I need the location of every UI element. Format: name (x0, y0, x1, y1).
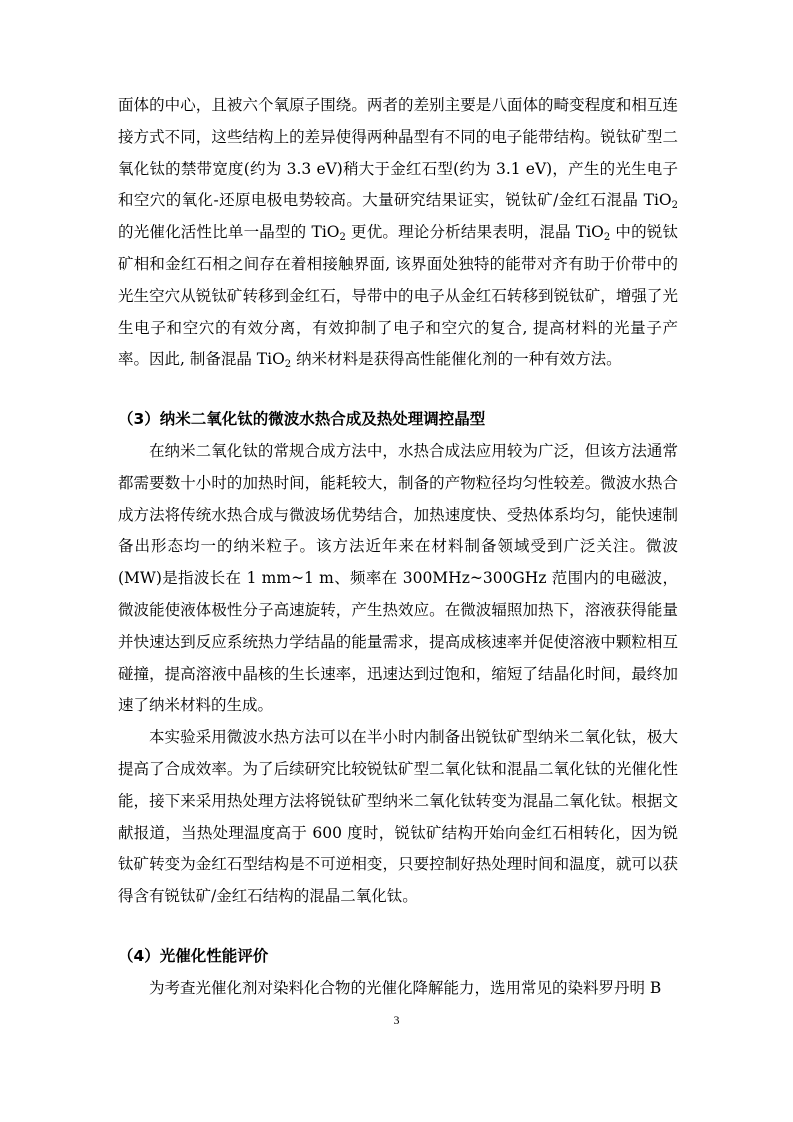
page-number: 3 (393, 1013, 400, 1027)
paragraph-microwave-synthesis: 在纳米二氧化钛的常规合成方法中，水热合成法应用较为广泛，但该方法通常都需要数十小时的加热时间，能耗较大，制备的产物粒径均匀性较差。微波水热合成方法将传统水热合成与微波场优势结合，加热速度快、受热体系均匀，能快速制备出形态均一的纳米粒子。该方法近年来在材料制备领域受到广泛关注。微波(MW)是指波长在 1 mm~1 m、频率在 300MHz~300GHz 范围内的电磁波，微波能使液体极性分子高速旋转，产生热效应。在微波辐照加热下，溶液获得能量并快速达到反应系统热力学结晶的能量需求，提高成核速率并促使溶液中颗粒相互碰撞，提高溶液中晶核的生长速率，迅速达到过饱和，缩短了结晶化时间，最终加速了纳米材料的生成。 (118, 441, 678, 715)
section-heading-4: （4）光催化性能评价 (118, 946, 269, 965)
paragraph-heat-treatment: 本实验采用微波水热方法可以在半小时内制备出锐钛矿型纳米二氧化钛，极大提高了合成效率。为了后续研究比较锐钛矿型二氧化钛和混晶二氧化钛的光催化性能，接下来采用热处理方法将锐钛矿型纳米二氧化钛转变为混晶二氧化钛。根据文献报道，当热处理温度高于 600 度时，锐钛矿结构开始向金红石相转化，因为锐钛矿转变为金红石型结构是不可逆相变，只要控制好热处理时间和温度，就可以获得含有锐钛矿/金红石结构的混晶二氧化钛。 (118, 728, 678, 906)
paragraph-photocatalysis-eval: 为考查光催化剂对染料化合物的光催化降解能力，选用常见的染料罗丹明 B (149, 978, 662, 997)
section-heading-3: （3）纳米二氧化钛的微波水热合成及热处理调控晶型 (118, 410, 486, 429)
paragraph-anatase-rutile: 面体的中心，且被六个氧原子围绕。两者的差别主要是八面体的畸变程度和相互连接方式不同，这些结构上的差异使得两种晶型有不同的电子能带结构。锐钛矿型二氧化钛的禁带宽度(约为 3.3 eV)稍大于金红石型(约为 3.1 eV)，产生的光生电子和空穴的氧化-还原电极电势较高。大量研究结果证实，锐钛矿/金红石混晶 TiO$_2$ 的光催化活性比单一晶型的 TiO$_2$ 更优。理论分析结果表明，混晶 TiO$_2$ 中的锐钛矿相和金红石相之间存在着相接触界面, 该界面处独特的能带对齐有助于价带中的光生空穴从锐钛矿转移到金红石，导带中的电子从金红石转移到锐钛矿，增强了光生电子和空穴的有效分离，有效抑制了电子和空穴的复合, 提高材料的光量子产率。因此, 制备混晶 TiO$_2$ 纳米材料是获得高性能催化剂的一种有效方法。 (118, 96, 678, 371)
body-text (118, 90, 678, 1005)
